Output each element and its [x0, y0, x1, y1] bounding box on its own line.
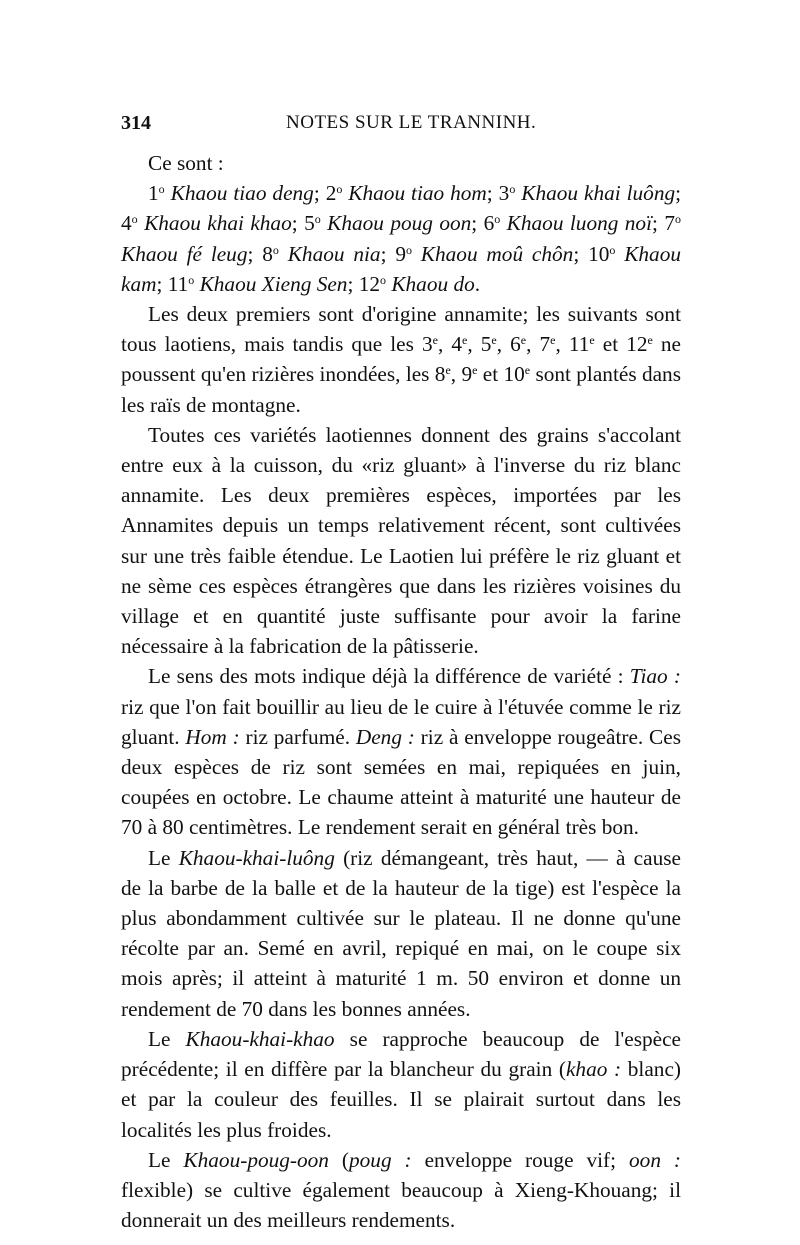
page-number: 314	[121, 112, 151, 134]
variety-item: 10$^o$ Khaou kam;	[121, 241, 682, 296]
variety-item: 8$^o$ Khaou nia;	[262, 241, 387, 266]
variety-item: 4$^o$ Khaou khai khao;	[121, 211, 298, 236]
paragraph-word-meanings: Le sens des mots indique déjà la différence de variété : Tiao : riz que l'on fait bouillir au lieu de le cuire à l'étuvée comme le riz gluant. Hom : riz parfumé. Deng : riz à enveloppe rougeâtre. Ces deux espèces de riz sont semées en mai, repiquées en juin, coupées en octobre. Le chaume atteint à maturité une hauteur de 70 à 80 centimètres. Le rendement serait en général très bon.	[121, 664, 682, 840]
paragraph-khai-khao: Le Khaou-khai-khao se rapproche beaucoup de l'espèce précédente; il en diffère par la blancheur du grain (khao : blanc) et par la couleur des feuilles. Il se plairait surtout dans les localités les plus froides.	[121, 1026, 681, 1142]
running-title: NOTES SUR LE TRANNINH.	[286, 112, 537, 133]
body-text	[121, 148, 681, 1235]
variety-item: 5$^o$ Khaou poug oon;	[304, 211, 478, 236]
variety-item: 12$^o$ Khaou do.	[358, 271, 481, 296]
paragraph-poug-oon: Le Khaou-poug-oon (poug : enveloppe rouge vif; oon : flexible) se cultive également beaucoup à Xieng-Khouang; il donnerait un des meilleurs rendements.	[121, 1147, 681, 1233]
variety-item: 1$^o$ Khaou tiao deng;	[148, 181, 320, 206]
variety-item: 7$^o$ Khaou fé leug;	[121, 211, 681, 266]
variety-item: 3$^o$ Khaou khai luông;	[498, 181, 682, 206]
variety-item: 6$^o$ Khaou luong noï;	[483, 211, 658, 236]
paragraph-khai-luong: Le Khaou-khai-luông (riz démangeant, très haut, — à cause de la barbe de la balle et de la hauteur de la tige) est l'espèce la plus abondamment cultivée sur le plateau. Il ne donne qu'une récolte par an. Semé en avril, repiqué en mai, on le coupe six mois après; il atteint à maturité 1 m. 50 environ et donne un rendement de 70 dans les bonnes années.	[121, 845, 681, 1021]
paragraph-glutinous-rice: Toutes ces variétés laotiennes donnent des grains s'accolant entre eux à la cuisson, du «riz gluant» à l'inverse du riz blanc annamite. Les deux premières espèces, importées par les Annamites depuis un temps relativement récent, sont cultivées sur une très faible étendue. Le Laotien lui préfère le riz gluant et ne sème ces espèces étrangères que dans les rizières voisines du village et en quantité juste suffisante pour avoir la farine nécessaire à la fabrication de la pâtisserie.	[121, 422, 681, 659]
paragraph-intro: Ce sont :	[148, 151, 224, 175]
variety-item: 11$^o$ Khaou Xieng Sen;	[167, 271, 354, 296]
variety-list	[121, 178, 681, 299]
paragraph-origins: Les deux premiers sont d'origine annamite; les suivants sont tous laotiens, mais tandis que les 3e, 4e, 5e, 6e, 7e, 11e et 12e ne poussent qu'en rizières inondées, les 8e, 9e et 10e sont plantés dans les raïs de montagne.	[121, 302, 682, 417]
variety-item: 9$^o$ Khaou moû chôn;	[395, 241, 580, 266]
page-header	[121, 112, 681, 142]
variety-item: 2$^o$ Khaou tiao hom;	[325, 181, 493, 206]
